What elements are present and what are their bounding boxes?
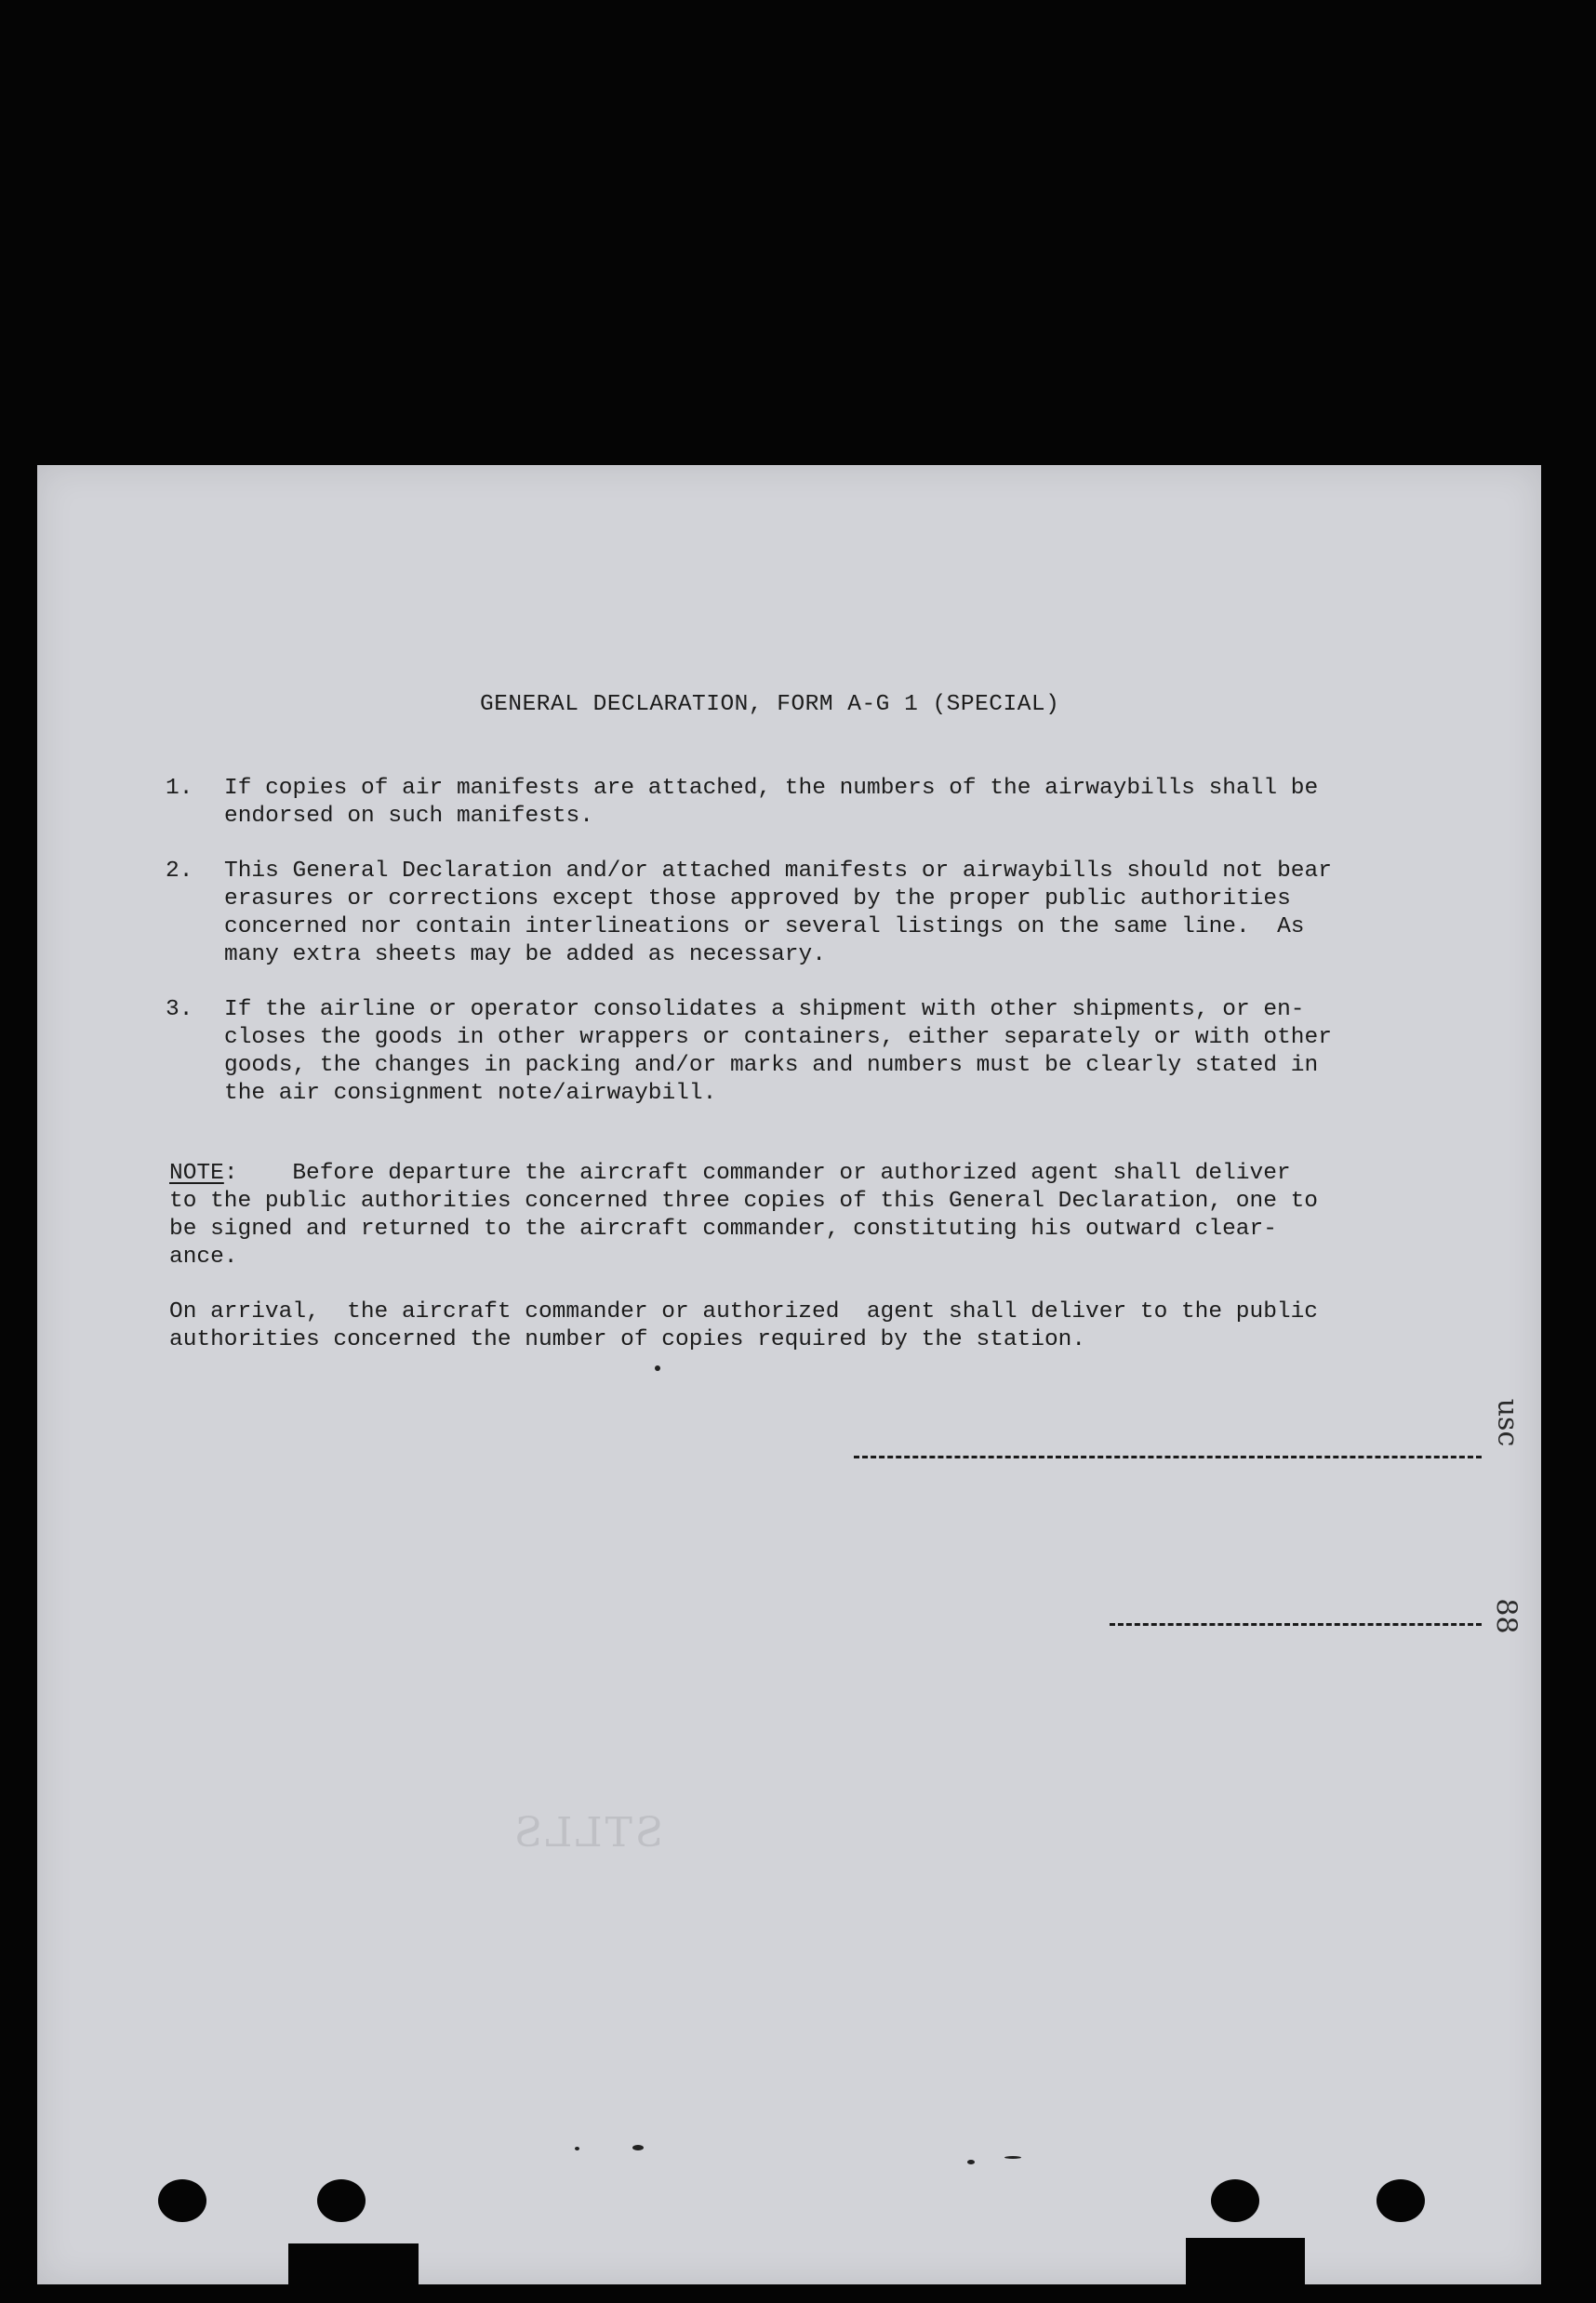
- handwritten-dash-line-1: [854, 1456, 1482, 1458]
- item-3-number: 3.: [166, 997, 193, 1022]
- ink-speck: [967, 2160, 975, 2164]
- item-3-line-1: If the airline or operator consolidates a shipment with other shipments, or en-: [224, 997, 1305, 1022]
- ink-speck: [575, 2147, 579, 2150]
- ink-speck: [1004, 2156, 1021, 2159]
- arrival-line-2: authorities concerned the number of copies required by the station.: [169, 1327, 1086, 1352]
- note-first-line: : Before departure the aircraft commander or authorized agent shall deliver: [223, 1161, 1291, 1186]
- binding-tab: [288, 2243, 419, 2284]
- note-line-3: be signed and returned to the aircraft commander, constituting his outward clear-: [169, 1217, 1277, 1242]
- item-3-line-2: closes the goods in other wrappers or containers, either separately or with other: [224, 1025, 1332, 1050]
- document-title: GENERAL DECLARATION, FORM A-G 1 (SPECIAL): [480, 692, 1060, 717]
- note-line-1: [169, 1160, 1291, 1188]
- punch-hole: [1211, 2179, 1259, 2222]
- ink-speck: [632, 2145, 644, 2150]
- item-1-number: 1.: [166, 776, 193, 801]
- punch-hole: [158, 2179, 206, 2222]
- arrival-line-1: On arrival, the aircraft commander or authorized agent shall deliver to the public: [169, 1299, 1319, 1325]
- item-3-line-4: the air consignment note/airwaybill.: [224, 1081, 717, 1106]
- document-page: [37, 465, 1541, 2284]
- ink-speck: [655, 1365, 660, 1371]
- item-2-number: 2.: [166, 859, 193, 884]
- item-2-line-3: concerned nor contain interlineations or several listings on the same line. As: [224, 914, 1305, 939]
- item-1-line-1: If copies of air manifests are attached, the numbers of the airwaybills shall be: [224, 776, 1319, 801]
- note-label: NOTE: [169, 1161, 224, 1186]
- note-line-4: ance.: [169, 1245, 238, 1270]
- note-line-2: to the public authorities concerned three copies of this General Declaration, one to: [169, 1189, 1319, 1214]
- handwritten-mark-1: usc: [1491, 1398, 1524, 1447]
- item-1-line-2: endorsed on such manifests.: [224, 804, 593, 829]
- binding-tab: [1186, 2238, 1305, 2284]
- punch-hole: [1377, 2179, 1425, 2222]
- item-2-line-2: erasures or corrections except those approved by the proper public authorities: [224, 886, 1291, 912]
- item-2-line-4: many extra sheets may be added as necessary.: [224, 942, 826, 967]
- handwritten-mark-2: 88: [1489, 1598, 1523, 1634]
- item-2-line-1: This General Declaration and/or attached manifests or airwaybills should not bear: [224, 859, 1332, 884]
- punch-hole: [317, 2179, 366, 2222]
- handwritten-dash-line-2: [1110, 1623, 1482, 1626]
- ghost-stamp: STLLS: [512, 1809, 664, 1857]
- item-3-line-3: goods, the changes in packing and/or marks and numbers must be clearly stated in: [224, 1053, 1319, 1078]
